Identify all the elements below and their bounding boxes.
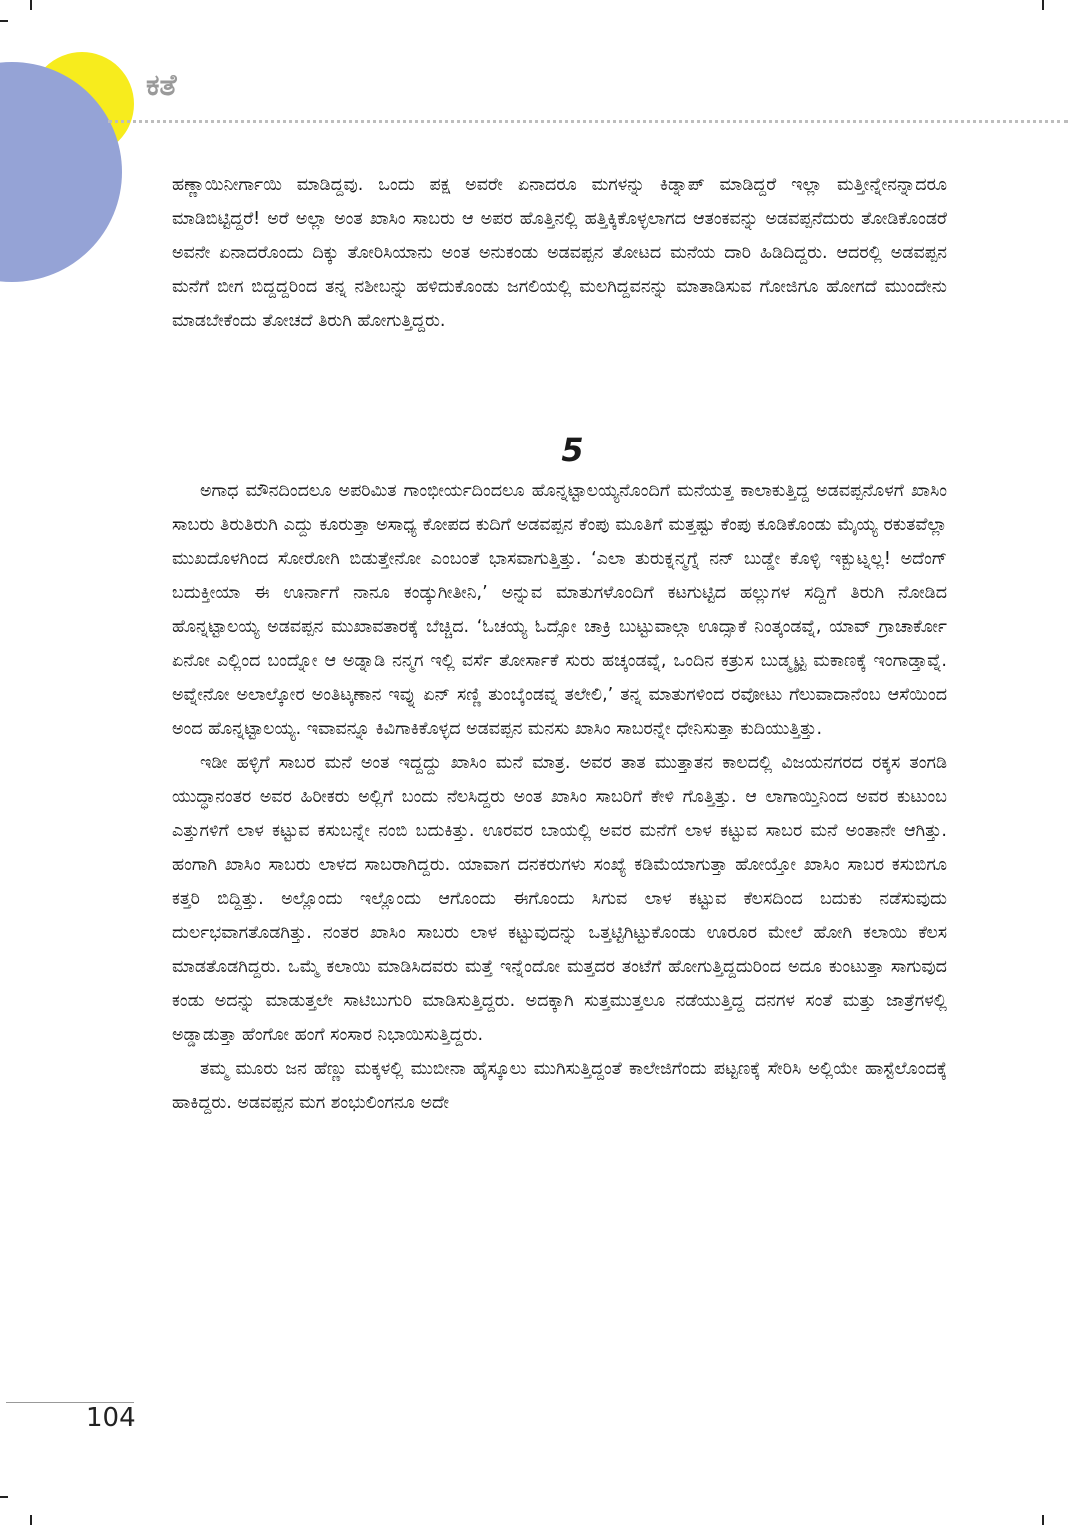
section-label: ಕತೆ — [146, 68, 177, 103]
body-text-chapter — [172, 474, 947, 1120]
paragraph: ಇಡೀ ಹಳ್ಳಿಗೆ ಸಾಬರ ಮನೆ ಅಂತ ಇದ್ದದ್ದು ಖಾಸಿಂ ಮನೆ ಮಾತ್ರ. ಅವರ ತಾತ ಮುತ್ತಾತನ ಕಾಲದಲ್ಲಿ ವಿಜಯನಗರದ ರಕ್ಕಸ ತಂಗಡಿ ಯುದ್ಧಾನಂತರ ಅವರ ಹಿರೀಕರು ಅಲ್ಲಿಗೆ ಬಂದು ನೆಲಸಿದ್ದರು ಅಂತ ಖಾಸಿಂ ಸಾಬರಿಗೆ ಕೇಳಿ ಗೊತ್ತಿತ್ತು. ಆ ಲಾಗಾಯ್ತಿನಿಂದ ಅವರ ಕುಟುಂಬ ಎತ್ತುಗಳಿಗೆ ಲಾಳ ಕಟ್ಟುವ ಕಸುಬನ್ನೇ ನಂಬಿ ಬದುಕಿತ್ತು. ಊರವರ ಬಾಯಲ್ಲಿ ಅವರ ಮನೆಗೆ ಲಾಳ ಕಟ್ಟುವ ಸಾಬರ ಮನೆ ಅಂತಾನೇ ಆಗಿತ್ತು. ಹಂಗಾಗಿ ಖಾಸಿಂ ಸಾಬರು ಲಾಳದ ಸಾಬರಾಗಿದ್ದರು. ಯಾವಾಗ ದನಕರುಗಳು ಸಂಖ್ಯೆ ಕಡಿಮೆಯಾಗುತ್ತಾ ಹೋಯ್ತೋ ಖಾಸಿಂ ಸಾಬರ ಕಸುಬಿಗೂ ಕತ್ತರಿ ಬಿದ್ದಿತ್ತು. ಅಲ್ಲೊಂದು ಇಲ್ಲೊಂದು ಆಗೊಂದು ಈಗೊಂದು ಸಿಗುವ ಲಾಳ ಕಟ್ಟುವ ಕೆಲಸದಿಂದ ಬದುಕು ನಡೆಸುವುದು ದುರ್ಲಭವಾಗತೊಡಗಿತ್ತು. ನಂತರ ಖಾಸಿಂ ಸಾಬರು ಲಾಳ ಕಟ್ಟುವುದನ್ನು ಒತ್ತಟ್ಟಿಗಿಟ್ಟುಕೊಂಡು ಊರೂರ ಮೇಲೆ ಹೋಗಿ ಕಲಾಯಿ ಕೆಲಸ ಮಾಡತೊಡಗಿದ್ದರು. ಒಮ್ಮೆ ಕಲಾಯಿ ಮಾಡಿಸಿದವರು ಮತ್ತೆ ಇನ್ನೆಂದೋ ಮತ್ತದರ ತಂಟೆಗೆ ಹೋಗುತ್ತಿದ್ದದುರಿಂದ ಅದೂ ಕುಂಟುತ್ತಾ ಸಾಗುವುದ ಕಂಡು ಅದನ್ನು ಮಾಡುತ್ತಲೇ ಸಾಟಿಬುಗುರಿ ಮಾಡಿಸುತ್ತಿದ್ದರು. ಅದಕ್ಕಾಗಿ ಸುತ್ತಮುತ್ತಲೂ ನಡೆಯುತ್ತಿದ್ದ ದನಗಳ ಸಂತೆ ಮತ್ತು ಜಾತ್ರೆಗಳಲ್ಲಿ ಅಡ್ಡಾಡುತ್ತಾ ಹೆಂಗೋ ಹಂಗೆ ಸಂಸಾರ ನಿಭಾಯಿಸುತ್ತಿದ್ದರು. — [172, 753, 947, 1045]
chapter-number: 5 — [561, 431, 584, 469]
crop-mark-top-right — [1042, 0, 1044, 10]
body-text-top — [172, 168, 947, 338]
crop-mark-bottom-right — [1042, 1515, 1044, 1525]
header-dotted-rule — [108, 120, 1068, 123]
paragraph: ಹಣ್ಣಾಯಿನೀರ್ಗಾಯಿ ಮಾಡಿದ್ದವು. ಒಂದು ಪಕ್ಷ ಅವರೇ ಏನಾದರೂ ಮಗಳನ್ನು ಕಿಡ್ನಾಪ್ ಮಾಡಿದ್ದರೆ ಇಲ್ಲಾ ಮತ್ತೀನ್ನೇನನ್ನಾದರೂ ಮಾಡಿಬಿಟ್ಟಿದ್ದರೆ! ಅರೆ ಅಲ್ಲಾ ಅಂತ ಖಾಸಿಂ ಸಾಬರು ಆ ಅಪರ ಹೊತ್ತಿನಲ್ಲಿ ಹತ್ತಿಕ್ಕಿಕೊಳ್ಳಲಾಗದ ಆತಂಕವನ್ನು ಅಡವಪ್ಪನೆದುರು ತೋಡಿಕೊಂಡರೆ ಅವನೇ ಏನಾದರೊಂದು ದಿಕ್ಕು ತೋರಿಸಿಯಾನು ಅಂತ ಅನುಕಂಡು ಅಡವಪ್ಪನ ತೋಟದ ಮನೆಯ ದಾರಿ ಹಿಡಿದಿದ್ದರು. ಆದರಲ್ಲಿ ಅಡವಪ್ಪನ ಮನೆಗೆ ಬೀಗ ಬಿದ್ದದ್ದರಿಂದ ತನ್ನ ನಶೀಬನ್ನು ಹಳಿದುಕೊಂಡು ಜಗಲಿಯಲ್ಲಿ ಮಲಗಿದ್ದವನನ್ನು ಮಾತಾಡಿಸುವ ಗೋಜಿಗೂ ಹೋಗದೆ ಮುಂದೇನು ಮಾಡಬೇಕೆಂದು ತೋಚದೆ ತಿರುಗಿ ಹೋಗುತ್ತಿದ್ದರು. — [172, 175, 947, 331]
crop-mark-left-lower — [0, 1496, 8, 1498]
crop-mark-top-left — [30, 0, 32, 10]
crop-mark-bottom-left — [30, 1515, 32, 1525]
crop-mark-left-upper — [0, 20, 8, 22]
page-number: 104 — [86, 1403, 136, 1433]
paragraph: ತಮ್ಮ ಮೂರು ಜನ ಹೆಣ್ಣು ಮಕ್ಕಳಲ್ಲಿ ಮುಬೀನಾ ಹೈಸ್ಕೂಲು ಮುಗಿಸುತ್ತಿದ್ದಂತೆ ಕಾಲೇಜಿಗೆಂದು ಪಟ್ಟಣಕ್ಕೆ ಸೇರಿಸಿ ಅಲ್ಲಿಯೇ ಹಾಸ್ಟೆಲೊಂದಕ್ಕೆ ಹಾಕಿದ್ದರು. ಅಡವಪ್ಪನ ಮಗ ಶಂಭುಲಿಂಗನೂ ಅದೇ — [172, 1059, 947, 1113]
paragraph: ಅಗಾಧ ಮೌನದಿಂದಲೂ ಅಪರಿಮಿತ ಗಾಂಭೀರ್ಯದಿಂದಲೂ ಹೊನ್ನಟ್ಟಾಲಯ್ಯನೊಂದಿಗೆ ಮನೆಯತ್ತ ಕಾಲಾಕುತ್ತಿದ್ದ ಅಡವಪ್ಪನೊಳಗೆ ಖಾಸಿಂ ಸಾಬರು ತಿರುತಿರುಗಿ ಎದ್ದು ಕೂರುತ್ತಾ ಅಸಾಧ್ಯ ಕೋಪದ ಕುದಿಗೆ ಅಡವಪ್ಪನ ಕೆಂಪು ಮೂತಿಗೆ ಮತ್ತಷ್ಟು ಕೆಂಪು ಕೂಡಿಕೊಂಡು ಮೈಯ್ಯ ರಕುತವೆಲ್ಲಾ ಮುಖದೊಳಗಿಂದ ಸೋರೋಗಿ ಬಿಡುತ್ತೇನೋ ಎಂಬಂತೆ ಭಾಸವಾಗುತ್ತಿತ್ತು. ‘ಎಲಾ ತುರುಕ್ನನ್ಮಗ್ನೆ ನನ್ ಬುಡ್ಡೇ ಕೊಳ್ಳಿ ಇಕ್ಬುಟ್ನಲ್ಲ! ಅದೆಂಗ್ ಬದುಕ್ತೀಯಾ ಈ ಊರ್ನಾಗೆ ನಾನೂ ಕಂಡ್ಕುಗೀತೀನಿ,’ ಅನ್ನುವ ಮಾತುಗಳೊಂದಿಗೆ ಕಟಗುಟ್ಟಿದ ಹಲ್ಲುಗಳ ಸದ್ದಿಗೆ ತಿರುಗಿ ನೋಡಿದ ಹೊನ್ನಟ್ಟಾಲಯ್ಯ ಅಡವಪ್ಪನ ಮುಖಾವತಾರಕ್ಕೆ ಬೆಚ್ಚಿದ. ‘ಓಚಯ್ಯ ಓದ್ಸೋ ಚಾಕ್ರಿ ಬುಟ್ಟುವಾಲ್ಗಾ ಊದ್ಸಾಕೆ ನಿಂತ್ಕಂಡವ್ನೆ, ಯಾವ್ ಗ್ರಾಚಾರ್ಕೋ ಏನೋ ಎಲ್ಲಿಂದ ಬಂದ್ನೋ ಆ ಅಡ್ನಾಡಿ ನನ್ಮಗ ಇಲ್ಲಿ ವರ್ಸೆ ತೋರ್ಸಾಕೆ ಸುರು ಹಚ್ಕಂಡವ್ನೆ, ಒಂದಿನ ಕತ್ರುಸ ಬುಡ್ಮೃಟ್ಟ ಮಕಾಣಕ್ಕೆ ಇಂಗಾಡ್ತಾವ್ನೆ. ಅವ್ನೇನೋ ಅಲಾಲ್ಕೋರ ಅಂತಿಟ್ಕಣಾನ ಇವ್ನು ಏನ್ ಸಣ್ಣಿ ತುಂಬ್ಕೆಂಡವ್ನ ತಲೇಲಿ,’ ತನ್ನ ಮಾತುಗಳಿಂದ ರವೋಟು ಗೆಲುವಾದಾನೆಂಬ ಆಸೆಯಿಂದ ಅಂದ ಹೊನ್ನಟ್ಟಾಲಯ್ಯ. ಇವಾವನ್ನೂ ಕಿವಿಗಾಕಿಕೊಳ್ಳದ ಅಡವಪ್ಪನ ಮನಸು ಖಾಸಿಂ ಸಾಬರನ್ನೇ ಧೇನಿಸುತ್ತಾ ಕುದಿಯುತ್ತಿತ್ತು. — [172, 481, 947, 739]
